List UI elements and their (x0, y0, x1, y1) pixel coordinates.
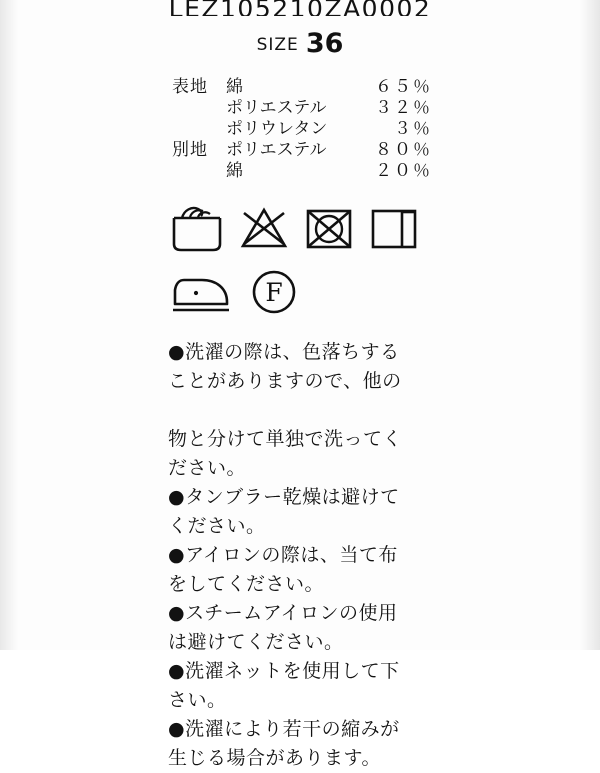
fabric-type (172, 98, 226, 119)
note-line: ください。 (168, 515, 266, 537)
hand-wash-symbol (170, 204, 224, 254)
note-line: 物と分けて単独で洗ってく (168, 428, 403, 450)
table-row (172, 161, 432, 182)
fabric-material: ポリエステル (226, 140, 327, 160)
dry-clean-f-symbol (250, 268, 298, 316)
fabric-percent: ３％ (394, 119, 432, 139)
table-row (172, 98, 432, 119)
drip-dry-hang-symbol (369, 204, 419, 254)
label-content (60, 0, 540, 773)
fabric-percent: ３２％ (375, 98, 432, 118)
fabric-percent: ６５％ (375, 77, 432, 97)
fabric-material: ポリエステル (226, 98, 327, 118)
size-label: SIZE (256, 35, 299, 55)
table-row (172, 119, 432, 140)
size-value: 36 (305, 28, 344, 59)
no-tumble-dry-symbol (304, 204, 354, 254)
fabric-type (172, 161, 226, 182)
note-line: をしてください。 (168, 573, 325, 595)
fabric-type: 表地 (172, 77, 208, 97)
note-line: 生じる場合があります。 (168, 747, 381, 769)
note-line: ださい。 (168, 457, 247, 479)
fabric-percent: ８０％ (375, 140, 432, 160)
note-line: は避けてください。 (168, 631, 344, 653)
fabric-type: 別地 (172, 140, 208, 160)
note-line: ●アイロンの際は、当て布 (168, 544, 398, 566)
table-row (172, 140, 432, 161)
care-symbols-row-1 (170, 202, 540, 254)
fabric-material: 綿 (226, 161, 243, 181)
note-line: ●洗濯により若干の縮みが (168, 718, 400, 740)
note-line: ●洗濯ネットを使用して下 (168, 660, 400, 682)
fabric-percent: ２０％ (375, 161, 432, 181)
product-code: LEZ105210ZA0002 (168, 0, 432, 16)
fabric-material: ポリウレタン (226, 119, 328, 139)
label-right-edge-shadow (580, 0, 600, 650)
fabric-composition-table (172, 77, 432, 182)
note-line: さい。 (168, 689, 227, 711)
note-gap (168, 396, 518, 425)
note-line: ●洗濯の際は、色落ちする (168, 341, 400, 363)
no-bleach-symbol (239, 204, 289, 254)
iron-low-symbol (170, 270, 232, 314)
svg-text:F: F (265, 278, 283, 307)
label-left-edge-shadow (0, 0, 18, 650)
note-line: ●タンブラー乾燥は避けて (168, 486, 400, 508)
note-line: ●スチームアイロンの使用 (168, 602, 398, 624)
care-instructions (168, 338, 518, 773)
size-line (60, 28, 540, 59)
fabric-type (172, 119, 226, 140)
table-row (172, 77, 432, 98)
care-symbols-row-2 (170, 268, 540, 316)
fabric-material: 綿 (226, 77, 243, 97)
note-line: ことがありますので、他の (168, 370, 402, 392)
